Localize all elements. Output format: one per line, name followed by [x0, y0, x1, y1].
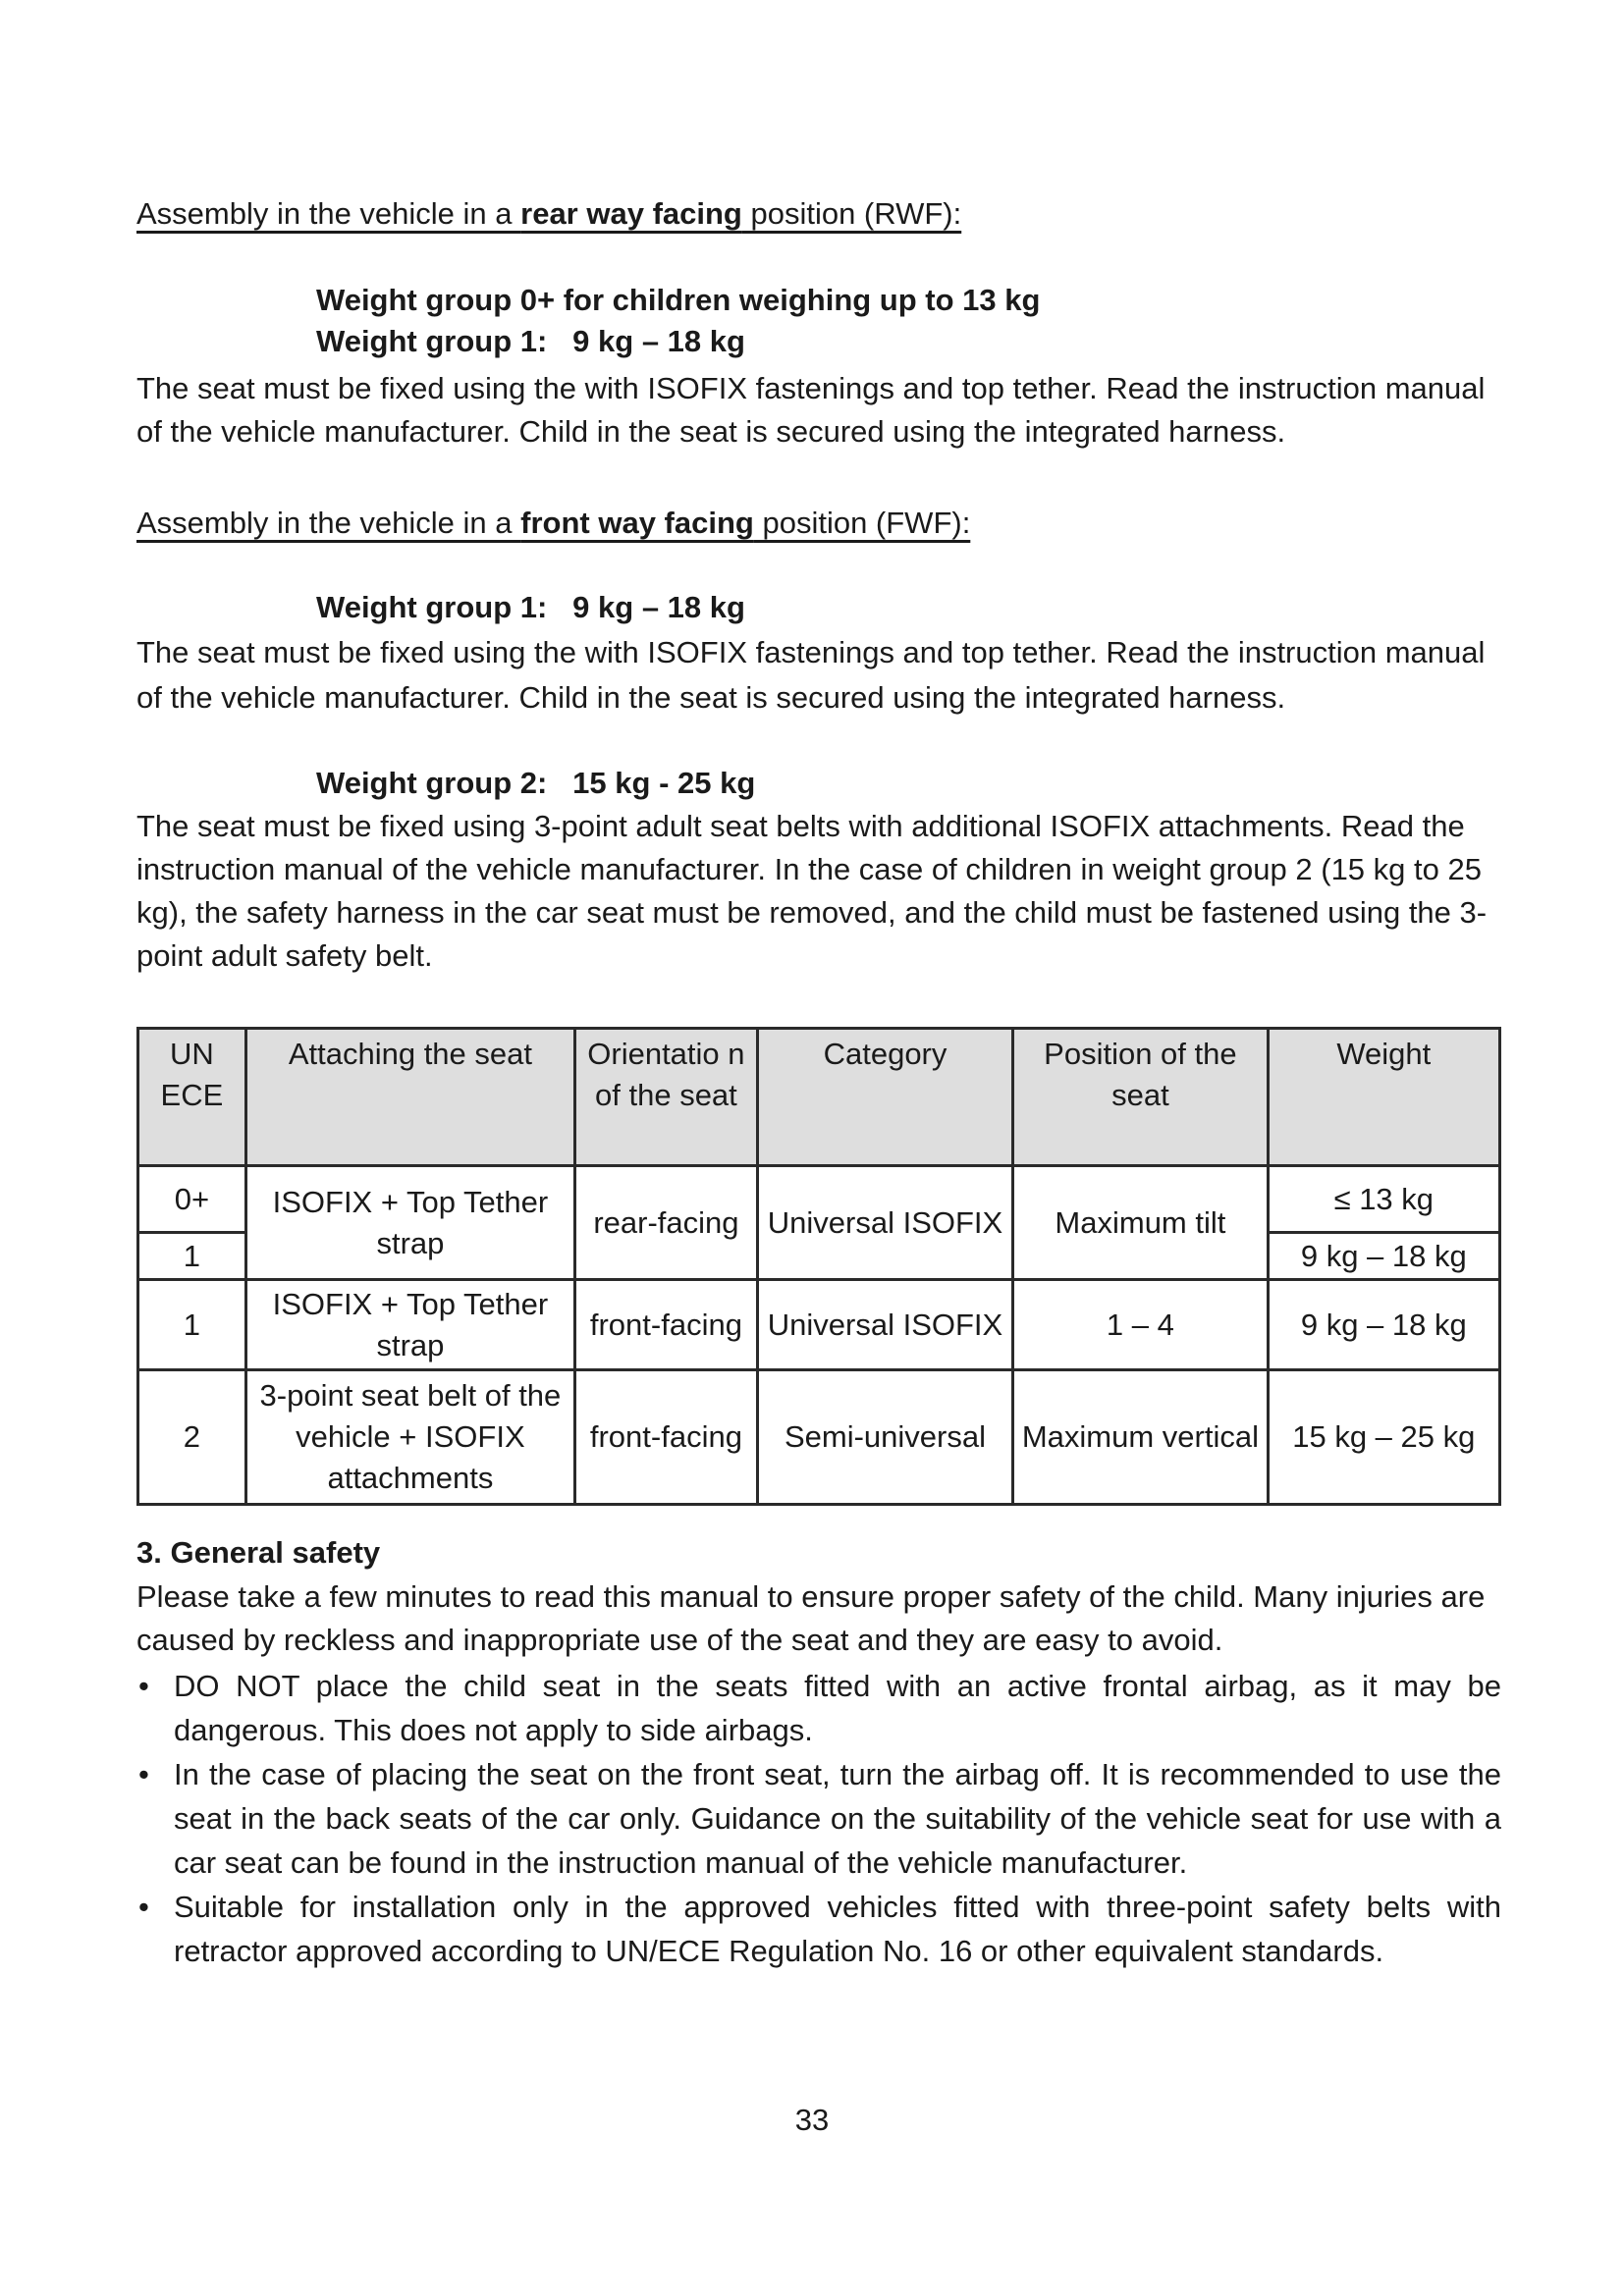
cell-un-ece: 1	[138, 1280, 246, 1370]
bullet-icon: •	[138, 1669, 149, 1703]
rwf-heading	[136, 192, 1501, 236]
header-orientation: Orientatio n of the seat	[575, 1029, 758, 1166]
cell-weight: 9 kg – 18 kg	[1268, 1280, 1499, 1370]
rwf-weight-group-1: Weight group 1: 9 kg – 18 kg	[316, 324, 745, 358]
cell-position: Maximum tilt	[1013, 1166, 1268, 1280]
cell-orientation: rear-facing	[575, 1166, 758, 1280]
cell-attaching: ISOFIX + Top Tether strap	[245, 1166, 574, 1280]
fwf-heading-bold: front way facing	[520, 506, 754, 540]
bullet-text: In the case of placing the seat on the front seat, turn the airbag off. It is recommended to use the seat in the back seats of the car only. Guidance on the suitability of the vehicle seat for use with a car seat can be found in the instruction manual of the vehicle manufacturer.	[174, 1757, 1501, 1880]
header-weight: Weight	[1268, 1029, 1499, 1166]
rwf-instructions: The seat must be fixed using the with ISOFIX fastenings and top tether. Read the instruction manual of the vehicle manufacturer. Child in the seat is secured using the integrated harness.	[136, 371, 1486, 449]
fwf-instructions-1: The seat must be fixed using the with ISOFIX fastenings and top tether. Read the instruction manual of the vehicle manufacturer. Child in the seat is secured using the integrated harness.	[136, 635, 1486, 715]
fwf-heading	[136, 502, 1501, 545]
bullet-icon: •	[138, 1890, 149, 1924]
cell-weight: 9 kg – 18 kg	[1268, 1233, 1499, 1280]
fwf-heading-prefix: Assembly in the vehicle in a	[136, 506, 521, 540]
cell-orientation: front-facing	[575, 1280, 758, 1370]
cell-weight: ≤ 13 kg	[1268, 1166, 1499, 1233]
section-title: 3. General safety	[136, 1535, 381, 1570]
cell-weight: 15 kg – 25 kg	[1268, 1370, 1499, 1505]
cell-category: Semi-universal	[757, 1370, 1012, 1505]
fwf-weight-group-2: Weight group 2: 15 kg - 25 kg	[316, 766, 756, 800]
cell-attaching: ISOFIX + Top Tether strap	[245, 1280, 574, 1370]
header-un-ece: UN ECE	[138, 1029, 246, 1166]
rwf-weight-group-0plus: Weight group 0+ for children weighing up to 13 kg	[316, 283, 1041, 317]
fwf-weight-group-1: Weight group 1: 9 kg – 18 kg	[316, 590, 745, 624]
cell-category: Universal ISOFIX	[757, 1166, 1012, 1280]
cell-un-ece: 2	[138, 1370, 246, 1505]
list-item	[136, 1885, 1501, 1973]
bullet-text: Suitable for installation only in the approved vehicles fitted with three-point safety belts with retractor approved according to UN/ECE Regulation No. 16 or other equivalent standards.	[174, 1890, 1501, 1968]
safety-intro: Please take a few minutes to read this manual to ensure proper safety of the child. Many injuries are caused by reckless and inappropriate use of the seat and they are easy to avoid.	[136, 1579, 1486, 1657]
cell-un-ece: 0+	[138, 1166, 246, 1233]
list-item	[136, 1752, 1501, 1885]
table-row	[138, 1280, 1500, 1370]
rwf-heading-suffix: position (RWF):	[741, 196, 962, 231]
header-attaching: Attaching the seat	[245, 1029, 574, 1166]
cell-orientation: front-facing	[575, 1370, 758, 1505]
bullet-text: DO NOT place the child seat in the seats fitted with an active frontal airbag, as it may be dangerous. This does not apply to side airbags.	[174, 1669, 1501, 1747]
fwf-heading-suffix: position (FWF):	[753, 506, 971, 540]
cell-position: 1 – 4	[1013, 1280, 1268, 1370]
table-row	[138, 1370, 1500, 1505]
cell-position: Maximum vertical	[1013, 1370, 1268, 1505]
rwf-heading-bold: rear way facing	[520, 196, 742, 231]
table-row	[138, 1166, 1500, 1233]
safety-bullet-list	[136, 1664, 1501, 1973]
cell-category: Universal ISOFIX	[757, 1280, 1012, 1370]
header-category: Category	[757, 1029, 1012, 1166]
fwf-instructions-2: The seat must be fixed using 3-point adult seat belts with additional ISOFIX attachments. Read the instruction manual of the vehicle manufacturer. In the case of children in weight group 2 (15 kg to 25 kg), the safety harness in the car seat must be removed, and the child must be fastened using the 3-point adult safety belt.	[136, 809, 1488, 973]
table-header-row	[138, 1029, 1500, 1166]
seat-classification-table	[136, 1027, 1501, 1506]
page-number: 33	[794, 2103, 830, 2137]
rwf-heading-prefix: Assembly in the vehicle in a	[136, 196, 521, 231]
list-item	[136, 1664, 1501, 1752]
bullet-icon: •	[138, 1757, 149, 1791]
cell-attaching: 3-point seat belt of the vehicle + ISOFIX attachments	[245, 1370, 574, 1505]
header-position: Position of the seat	[1013, 1029, 1268, 1166]
cell-un-ece: 1	[138, 1233, 246, 1280]
